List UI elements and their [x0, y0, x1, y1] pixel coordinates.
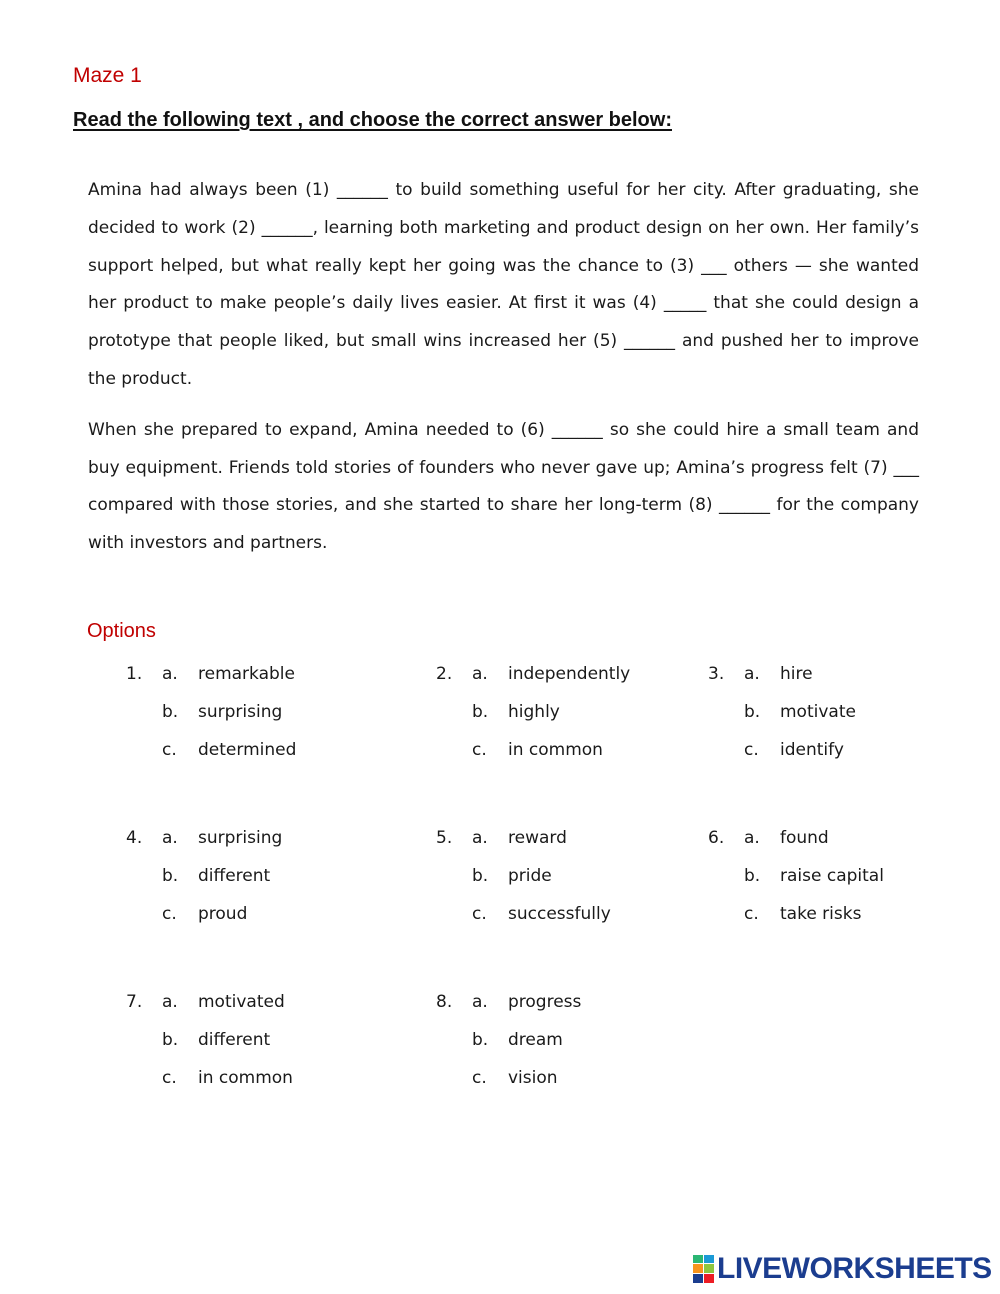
question-number: 1. [126, 664, 143, 684]
question-number: 7. [126, 992, 143, 1012]
option-5b[interactable]: b. pride [472, 866, 552, 886]
question-number: 6. [708, 828, 725, 848]
liveworksheets-logo-text: LIVEWORKSHEETS [717, 1252, 992, 1285]
option-8c[interactable]: c. vision [472, 1068, 558, 1088]
worksheet-title: Maze 1 [73, 64, 142, 87]
option-4a[interactable]: a. surprising [162, 828, 283, 848]
option-1b[interactable]: b. surprising [162, 702, 283, 722]
option-4c[interactable]: c. proud [162, 904, 248, 924]
option-5a[interactable]: a. reward [472, 828, 567, 848]
option-6c[interactable]: c. take risks [744, 904, 862, 924]
instruction-heading: Read the following text , and choose the correct answer below: [73, 109, 672, 131]
option-5c[interactable]: c. successfully [472, 904, 611, 924]
option-4b[interactable]: b. different [162, 866, 271, 886]
liveworksheets-logo [693, 1252, 992, 1286]
question-number: 8. [436, 992, 453, 1012]
passage-paragraph-1: Amina had always been (1) ______ to build something useful for her city. After graduating, she decided to work (2) ______, learning both marketing and product design on her own. Her family’s support helped, but what really kept her going was the chance to (3) ___ others — she wanted her product to make people’s daily lives easier. At first it was (4) _____ that she could design a prototype that people liked, but small wins increased her (5) ______ and pushed her to improve the product. [88, 180, 919, 389]
question-number: 4. [126, 828, 143, 848]
option-2c[interactable]: c. in common [472, 740, 603, 760]
option-3c[interactable]: c. identify [744, 740, 844, 760]
option-3a[interactable]: a. hire [744, 664, 813, 684]
option-8b[interactable]: b. dream [472, 1030, 563, 1050]
question-number: 2. [436, 664, 453, 684]
question-number: 3. [708, 664, 725, 684]
option-1c[interactable]: c. determined [162, 740, 297, 760]
option-8a[interactable]: a. progress [472, 992, 582, 1012]
reading-passage [88, 172, 919, 563]
option-6b[interactable]: b. raise capital [744, 866, 884, 886]
option-7b[interactable]: b. different [162, 1030, 271, 1050]
option-2a[interactable]: a. independently [472, 664, 631, 684]
passage-paragraph-2: When she prepared to expand, Amina needed to (6) ______ so she could hire a small team and buy equipment. Friends told stories of founders who never gave up; Amina’s progress felt (7) ___ compared with those stories, and she started to share her long-term (8) ______ for the company with investors and partners. [88, 419, 919, 554]
liveworksheets-logo-icon [693, 1255, 715, 1283]
option-7a[interactable]: a. motivated [162, 992, 285, 1012]
option-1a[interactable]: a. remarkable [162, 664, 295, 684]
option-2b[interactable]: b. highly [472, 702, 560, 722]
options-heading: Options [87, 620, 156, 642]
option-7c[interactable]: c. in common [162, 1068, 293, 1088]
option-6a[interactable]: a. found [744, 828, 829, 848]
question-number: 5. [436, 828, 453, 848]
option-3b[interactable]: b. motivate [744, 702, 856, 722]
